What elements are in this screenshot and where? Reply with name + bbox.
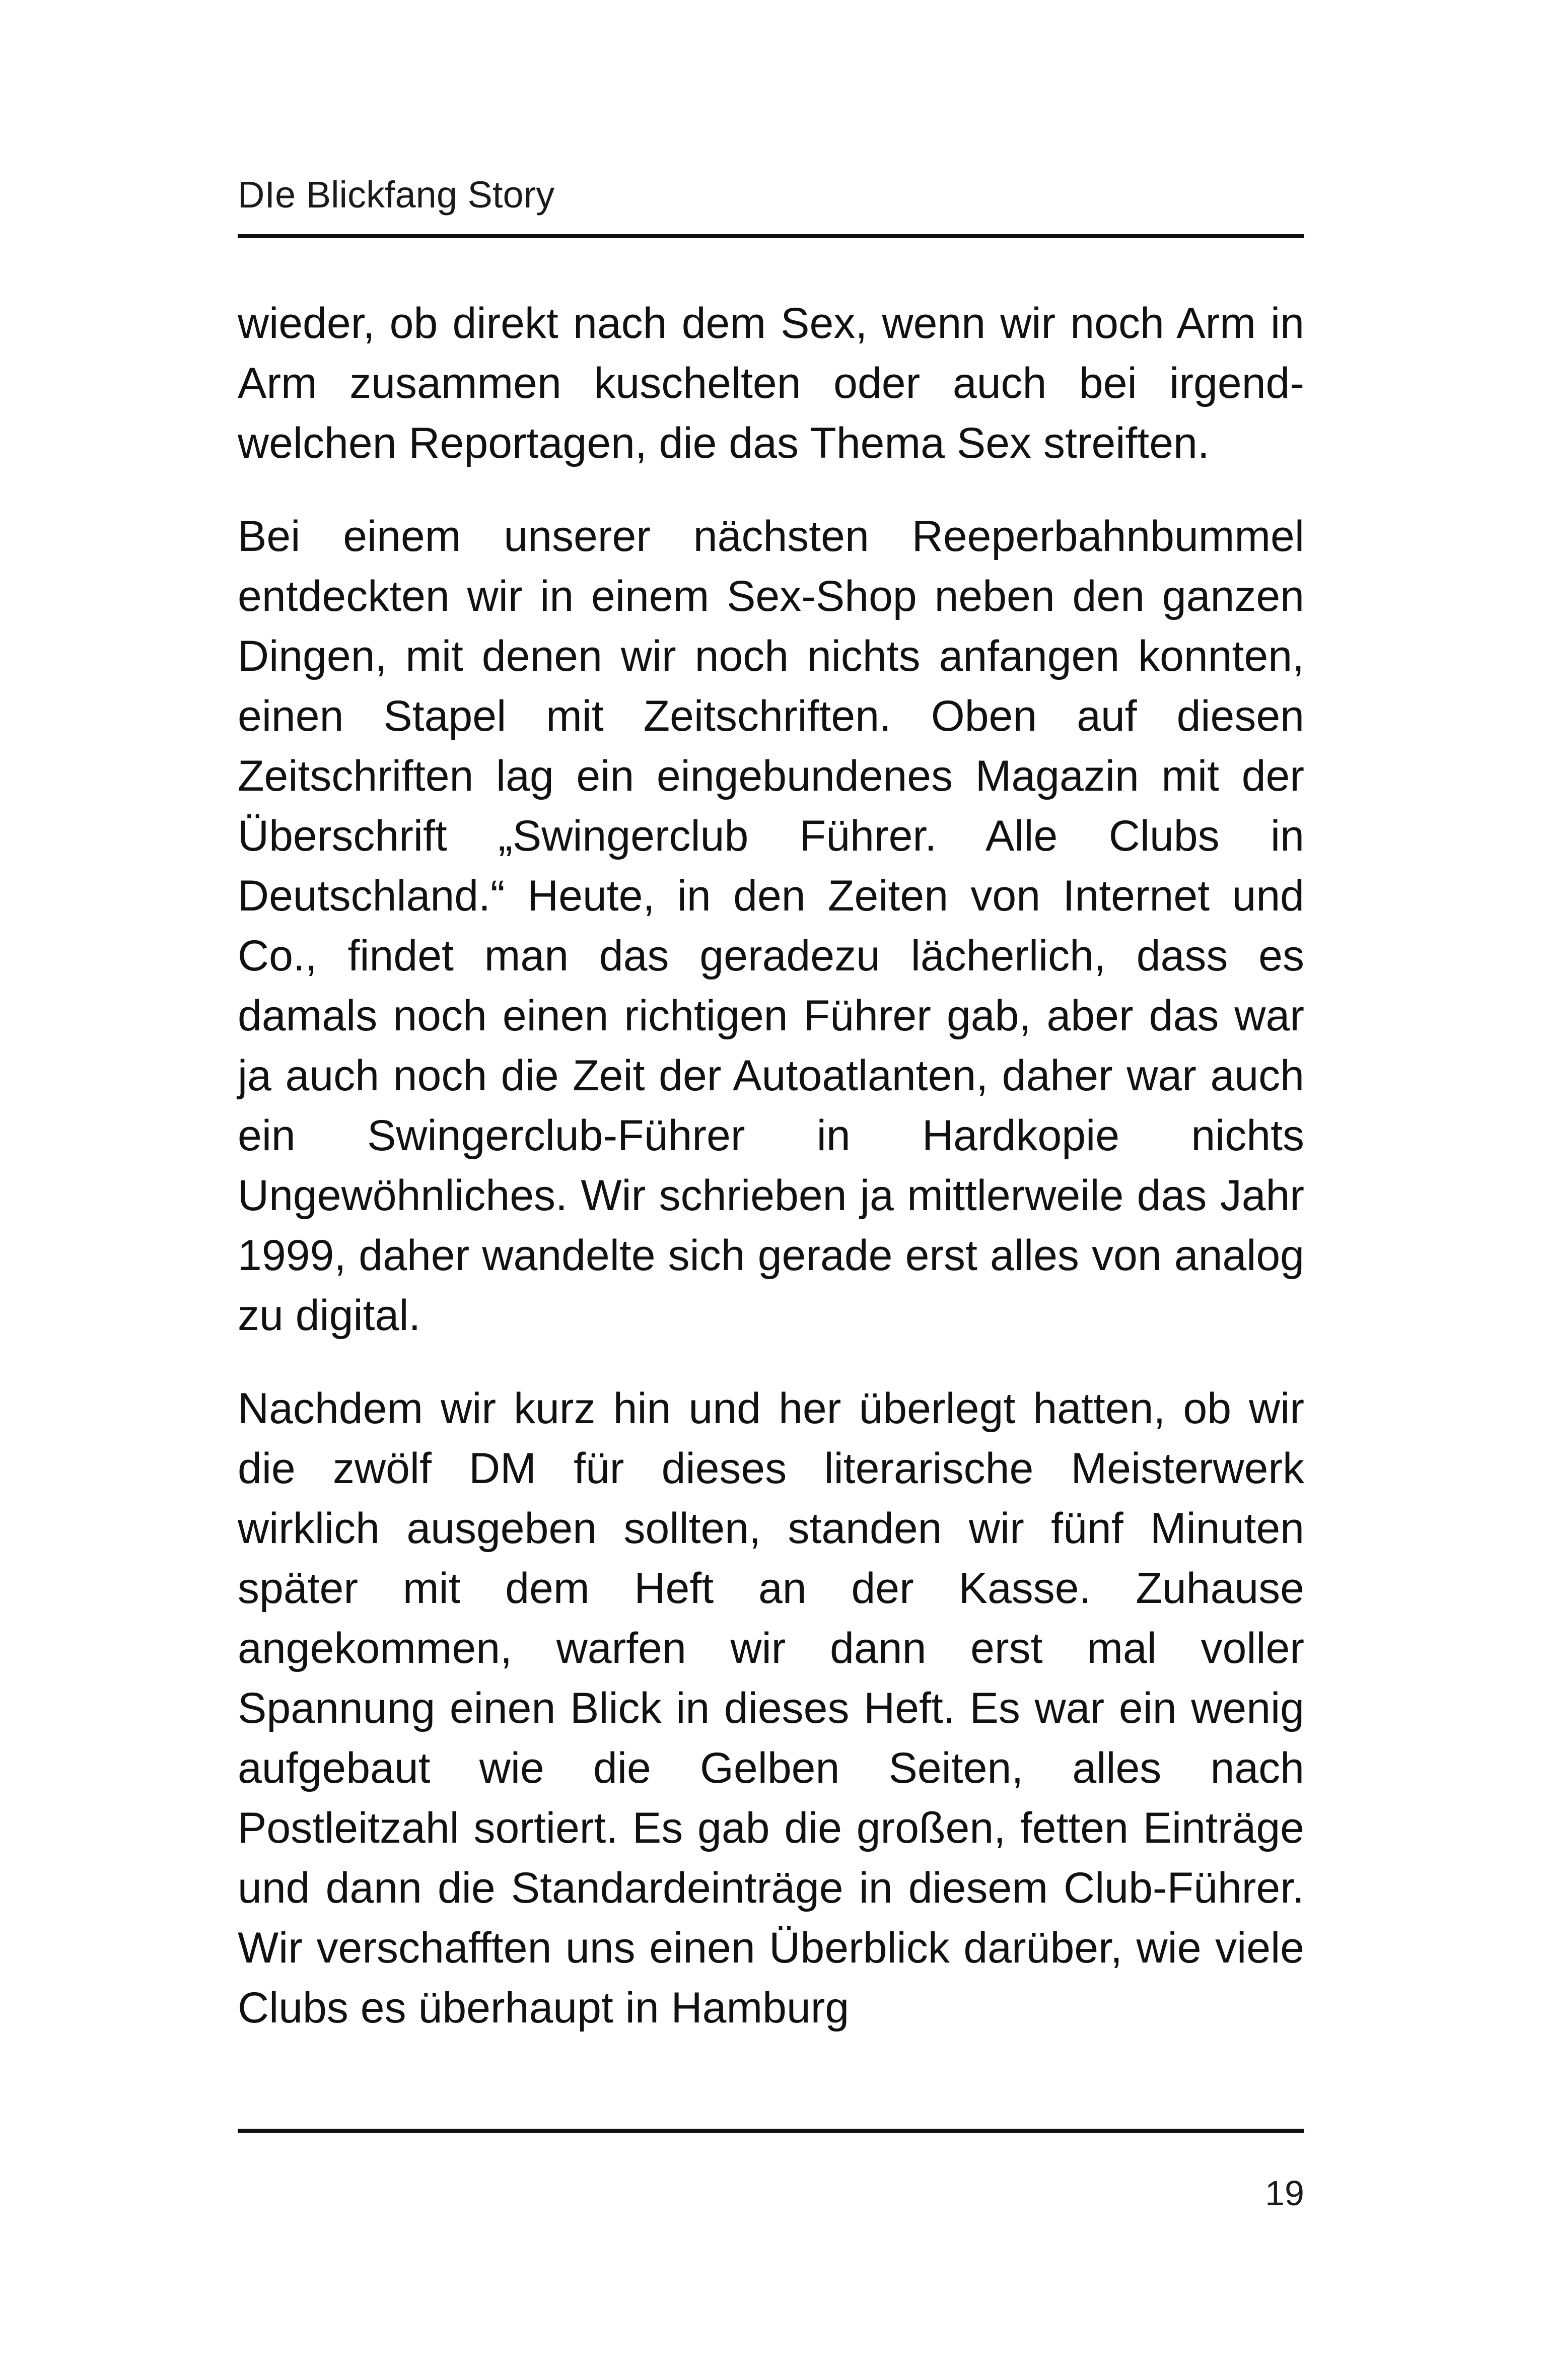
paragraph: Bei einem unserer nächsten Reeperbahnbummel entdeckten wir in einem Sex-Shop neben den ganzen Dingen, mit denen wir noch nichts anfangen konnten, einen Stapel mit Zeitschriften. Oben auf diesen Zeitschriften lag ein eingebundenes Magazin mit der Überschrift „Swingerclub Führer. Alle Clubs in Deutschland.“ Heute, in den Zeiten von Internet und Co., findet man das geradezu lächerlich, dass es damals noch einen richtigen Führer gab, aber das war ja auch noch die Zeit der Autoatlanten, daher war auch ein Swingerclub-Führer in Hardkopie nichts Ungewöhnliches. Wir schrieben ja mittlerweile das Jahr 1999, daher wandelte sich gerade erst alles von analog zu digital.: [238, 512, 1304, 1340]
header-rule: [238, 234, 1304, 238]
running-head-title: DIe Blickfang Story: [238, 174, 555, 216]
body-text: [238, 294, 1304, 2038]
paragraph: Nachdem wir kurz hin und her überlegt hatten, ob wir die zwölf DM für dieses literarische Meisterwerk wirklich ausgeben sollten, standen wir fünf Minuten später mit dem Heft an der Kasse. Zuhause angekommen, warfen wir dann erst mal voller Spannung einen Blick in dieses Heft. Es war ein wenig aufgebaut wie die Gelben Seiten, alles nach Postleitzahl sortiert. Es gab die großen, fetten Einträge und dann die Standardeinträge in diesem Club-Führer. Wir verschafften uns einen Überblick darüber, wie viele Clubs es überhaupt in Hamburg: [238, 1384, 1304, 2032]
page-number: 19: [1265, 2174, 1304, 2213]
paragraph: wieder, ob direkt nach dem Sex, wenn wir noch Arm in Arm zusammen kuschelten oder auch bei irgendwelchen Reportagen, die das Thema Sex streiften.: [238, 299, 1304, 467]
footer-rule: [238, 2129, 1304, 2133]
